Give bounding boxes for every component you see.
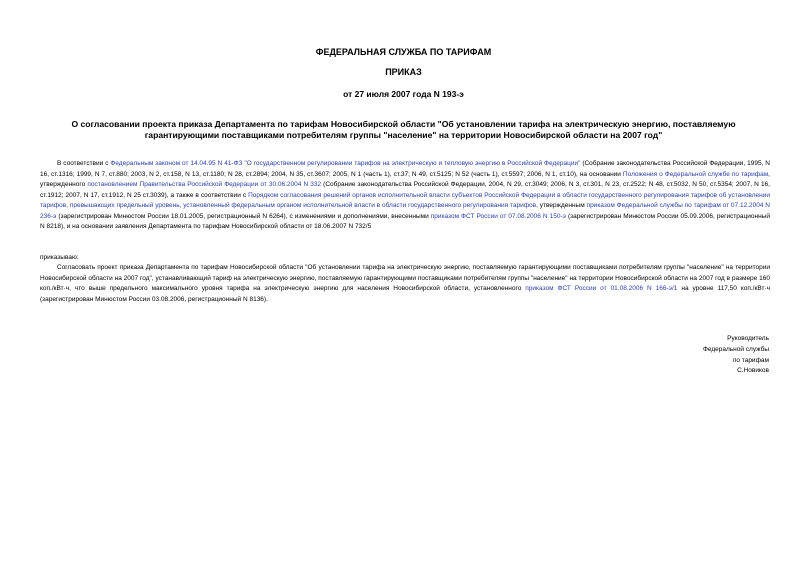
federal-law-link[interactable]: Федеральным законом от 14.04.95 N 41-ФЗ "О государственном регулировании тарифов на электрическую и тепловую энергию в Российской Федерации": [110, 160, 581, 167]
approval-procedure-link[interactable]: Порядком согласования решений органов исполнительной власти субъектов Российской Федерации в области государственного регулирования тарифов об установлении тарифов, превышающих предельный уровень, установленный федеральным органом исполнительной власти в области государственного регулирования тарифов: [40, 191, 770, 209]
fst-regulation-link[interactable]: Положения о Федеральной службе по тарифам: [622, 170, 769, 178]
government-resolution-link[interactable]: постановлением Правительства Российской Федерации от 30.06.2004 N 332: [87, 181, 322, 188]
fst-order-150-link[interactable]: приказом ФСТ России от 07.08.2006 N 150-э: [430, 212, 566, 220]
preamble-text-4: (Собрание законодательства Российской Федерации, 2004, N 29, ст.3049; 2006, N 3, ст.301, N 23, ст.2522; N 48, ст.5032, N 50, ст.5354; 2007, N 16, ст.1912; 2007, N 17, ст.1912, N 25 ст.3039), а также в соответствии с: [40, 181, 770, 199]
operative-text-1: Согласовать проект приказа Департамента по тарифам Новосибирской области "Об установлении тарифа на электрическую энергию, поставляемую гарантирующими поставщиками потребителям группы "население" на территории Новосибирской области на 2007 год", устанавливающий тариф на электрическую энергию, поставляемую гарантирующими поставщиками потребителям группы "население" на территории Новосибирской области на 2007 год в размере 160 коп./кВт·ч, что выше предельного максимального уровня тарифа на электрическую энергию для населения Новосибирской области, установленного: [40, 264, 770, 292]
fst-order-166-link[interactable]: приказом ФСТ России от 01.08.2006 N 166-э/1: [525, 285, 678, 292]
preamble-text-3: , утвержденного: [40, 170, 770, 188]
preamble-text-2: (Собрание законодательства Российской Федерации, 1995, N 16, ст.1316; 1999, N 7, ст.880; 2003, N 2, ст.158, N 13, ст.1180; N 28, ст.2894; 2004, N 35, ст.3607; 2005, N 1 (часть 1), ст.37; N 49, ст.5125; N 52 (часть 1), ст.5597; 2006, N 1, ст.10), на основании: [40, 160, 770, 178]
signature-organization-cont: по тарифам: [732, 357, 769, 364]
signature-position: Руководитель: [727, 335, 769, 342]
preamble-paragraph: [40, 159, 770, 233]
operative-paragraph: [40, 263, 770, 305]
signature-organization: Федеральной службы: [702, 346, 769, 353]
issuer-heading: ФЕДЕРАЛЬНАЯ СЛУЖБА ПО ТАРИФАМ: [315, 47, 492, 57]
preamble-text-7: (зарегистрирован Минюстом России 05.09.2006, регистрационный N 8218), и на основании заявления Департамента по тарифам Новосибирской области от 18.06.2007 N 732/5: [40, 212, 770, 230]
document-date-number: от 27 июля 2007 года N 193-э: [343, 89, 464, 99]
preamble-text-5: , утвержденным: [536, 202, 587, 209]
fst-order-236-link[interactable]: приказом Федеральной службы по тарифам от 07.12.2004 N 236-э: [40, 202, 771, 220]
preamble-text-1: В соответствии с: [57, 160, 111, 167]
document-type-heading: ПРИКАЗ: [385, 67, 422, 77]
signature-name: С.Новиков: [737, 367, 769, 374]
document-title: О согласовании проекта приказа Департамента по тарифам Новосибирской области "Об установлении тарифа на электрическую энергию, поставляемую гарантирующими поставщиками потребителям группы "население" на территории Новосибирской области на 2007 год": [71, 119, 736, 140]
operative-text-2: на уровне 117,50 коп./кВт·ч (зарегистрирован Минюстом России 03.08.2006, регистрационный N 8136).: [40, 285, 770, 303]
order-word: приказываю:: [40, 254, 79, 261]
preamble-text-6: (зарегистрирован Минюстом России 18.01.2005, регистрационный N 6264), с изменениями и дополнениями, внесенными: [56, 212, 431, 220]
